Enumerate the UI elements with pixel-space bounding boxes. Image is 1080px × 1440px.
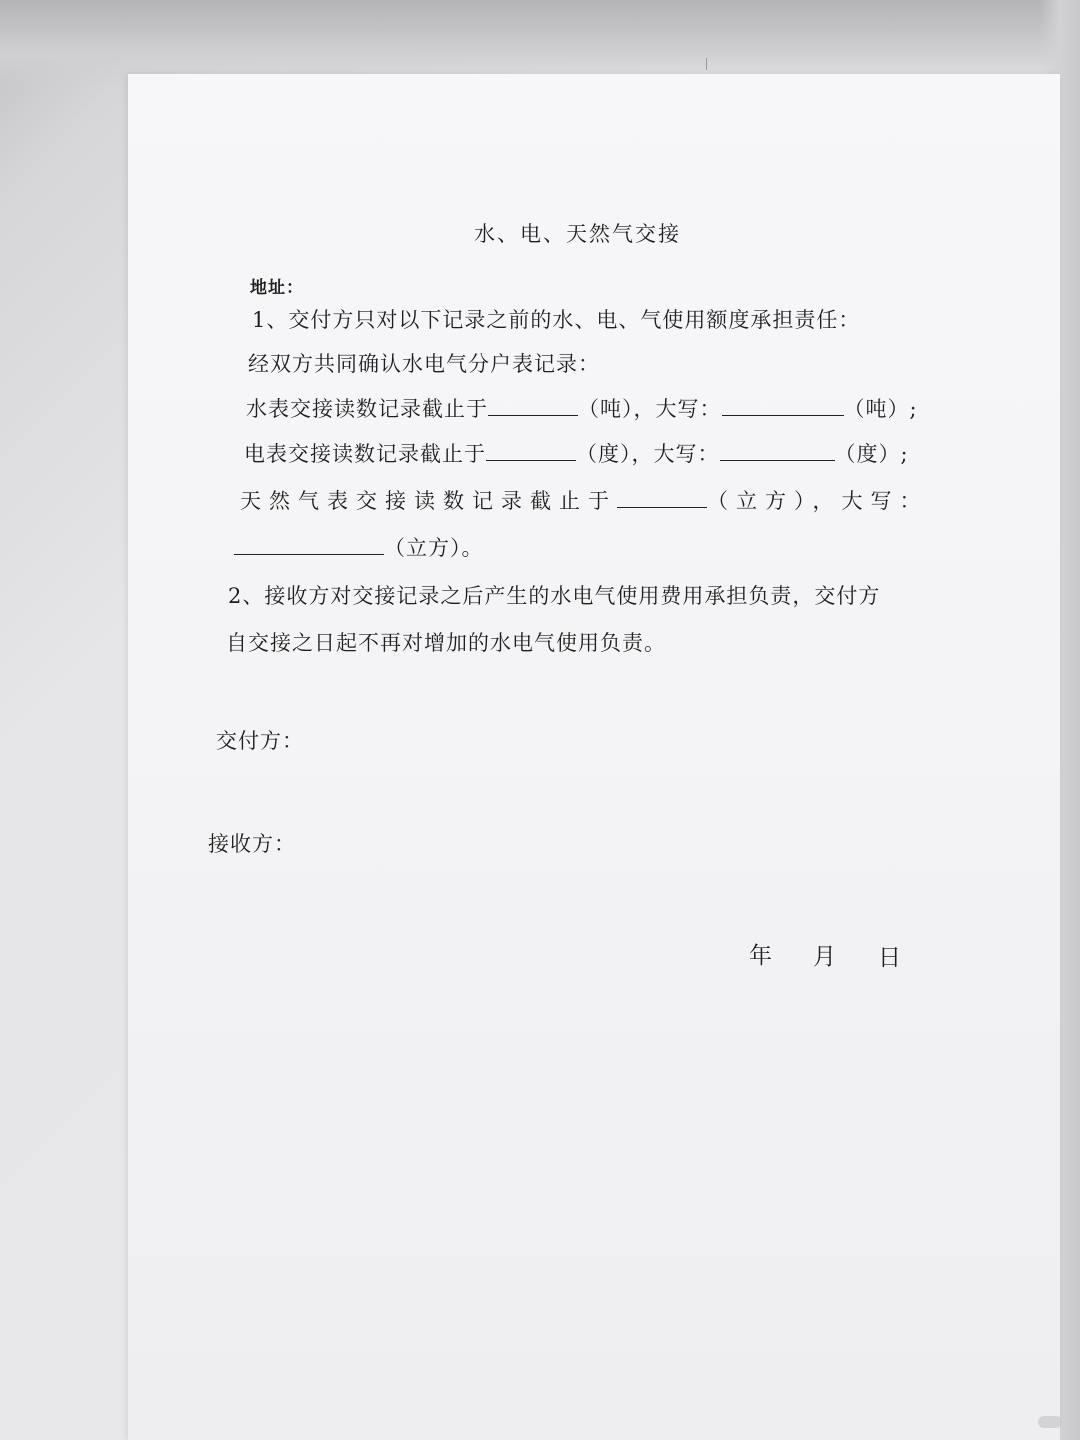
water-unit-end: （吨）; <box>843 397 918 421</box>
clause-2-line-1: 2、接收方对交接记录之后产生的水电气使用费用承担负责，交付方 <box>228 584 881 608</box>
address-label: 地址： <box>250 278 304 298</box>
document-title: 水、电、天然气交接 <box>474 222 681 246</box>
gas-meter-prefix: 天然气表交接读数记录截止于 <box>240 489 617 513</box>
electric-daxie-blank <box>720 442 835 461</box>
clause-2-line-2: 自交接之日起不再对增加的水电气使用负责。 <box>226 631 666 655</box>
date-month: 月 <box>813 944 836 970</box>
water-reading-blank <box>488 397 578 416</box>
gas-daxie-blank <box>234 536 384 555</box>
water-daxie-blank <box>722 397 844 416</box>
gas-unit-end: （立方）。 <box>384 536 484 560</box>
gas-reading-blank <box>617 489 707 508</box>
paper-mark <box>706 58 707 70</box>
confirm-line: 经双方共同确认水电气分户表记录： <box>248 352 600 376</box>
receiver-label: 接收方： <box>208 832 296 856</box>
clause-1-intro: 1、交付方只对以下记录之前的水、电、气使用额度承担责任： <box>252 308 861 332</box>
gas-meter-line-2 <box>234 534 484 562</box>
date-day: 日 <box>878 945 901 971</box>
electric-meter-line <box>244 440 909 468</box>
gas-meter-line <box>240 487 929 515</box>
date-year: 年 <box>749 943 772 969</box>
gas-daxie-label: ，大写： <box>812 489 929 513</box>
electric-reading-blank <box>486 442 576 461</box>
water-meter-prefix: 水表交接读数记录截止于 <box>246 397 488 421</box>
water-unit: （吨） <box>578 397 634 421</box>
electric-unit-end: （度）; <box>834 442 909 466</box>
water-daxie-label: ，大写： <box>633 397 722 421</box>
payer-label: 交付方： <box>216 729 304 753</box>
electric-daxie-label: ，大写： <box>631 442 720 466</box>
electric-unit: （度） <box>576 442 632 466</box>
watermark-mark <box>1038 1416 1062 1428</box>
gas-unit: （立方） <box>707 489 813 513</box>
water-meter-line <box>246 395 918 423</box>
electric-meter-prefix: 电表交接读数记录截止于 <box>244 442 486 466</box>
